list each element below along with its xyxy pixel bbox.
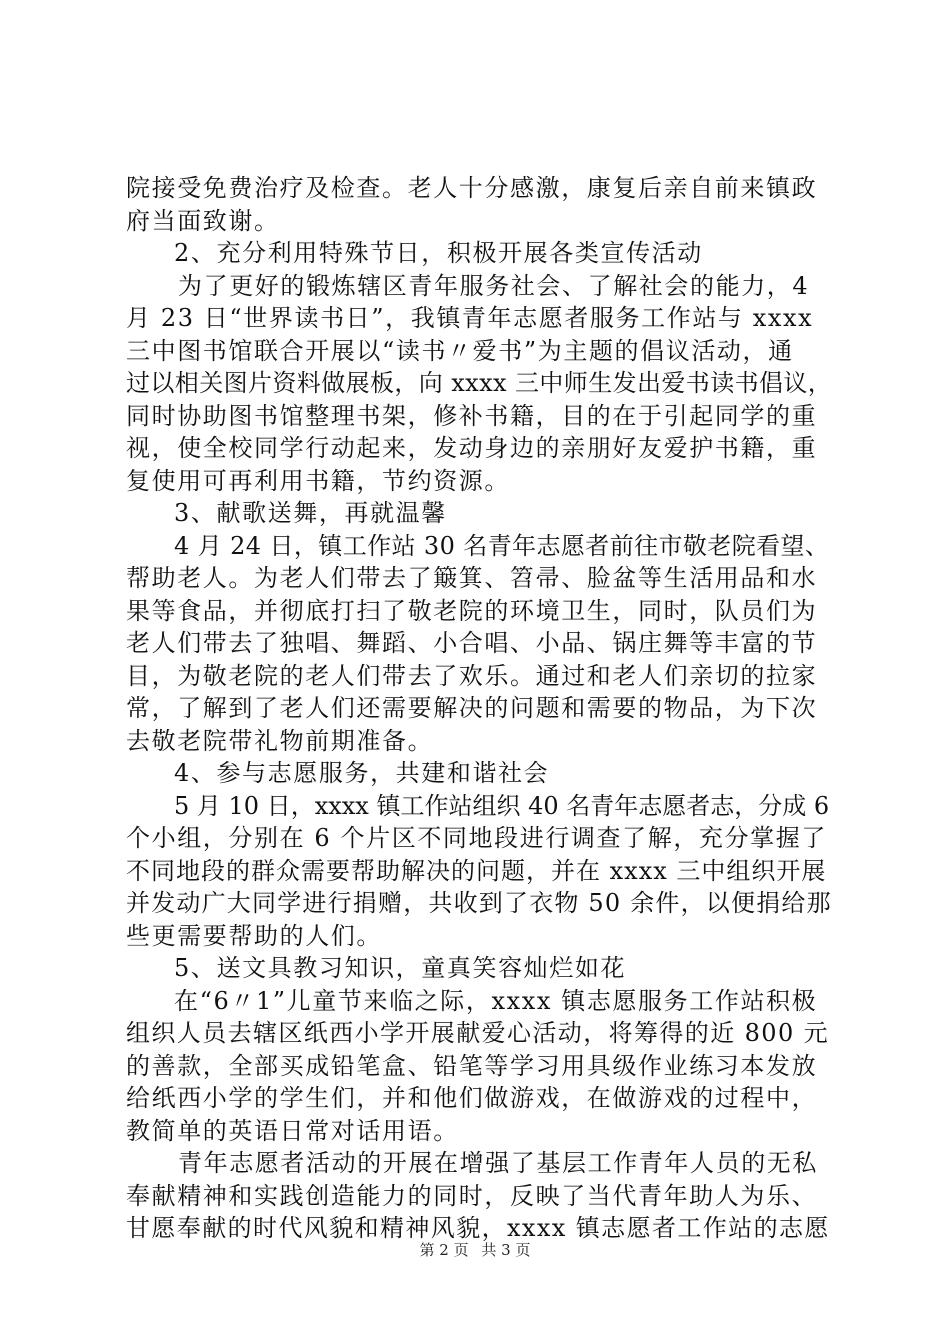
paragraph-line: 果等食品，并彻底打扫了敬老院的环境卫生，同时，队员们为: [126, 596, 818, 625]
paragraph-line: 复使用可再利用书籍，节约资源。: [126, 466, 510, 495]
section-heading: 3、献歌送舞，再就温馨: [174, 499, 447, 527]
paragraph-line: 5 月 10 日，xxxx 镇工作站组织 40 名青年志愿者志，分成 6: [174, 791, 830, 820]
section-heading: 4、参与志愿服务，共建和谐社会: [174, 759, 550, 787]
paragraph-line: 并发动广大同学进行捐赠，共收到了衣物 50 余件，以便捐给那: [126, 889, 832, 917]
paragraph-line: 帮助老人。为老人们带去了簸箕、笤帚、脸盆等生活用品和水: [126, 564, 818, 592]
paragraph-line: 不同地段的群众需要帮助解决的问题，并在 xxxx 三中组织开展: [126, 856, 827, 885]
paragraph-line: 同时协助图书馆整理书架，修补书籍，目的在于引起同学的重: [126, 401, 818, 430]
paragraph-line: 院接受免费治疗及检查。老人十分感激，康复后亲自前来镇政: [126, 174, 818, 202]
paragraph-line: 为了更好的锻炼辖区青年服务社会、了解社会的能力，4: [178, 271, 810, 300]
document-body: [126, 172, 832, 1245]
paragraph-line: 三中图书馆联合开展以“读书〃爱书”为主题的倡议活动，通: [126, 336, 794, 365]
paragraph-line: 的善款，全部买成铅笔盒、铅笔等学习用具级作业练习本发放: [126, 1051, 818, 1080]
paragraph-line: 组织人员去辖区纸西小学开展献爱心活动，将筹得的近 800 元: [126, 1019, 830, 1047]
paragraph-line: 去敬老院带礼物前期准备。: [126, 726, 434, 755]
section-heading: 2、充分利用特殊节日，积极开展各类宣传活动: [174, 239, 703, 267]
paragraph-line: 月 23 日“世界读书日”，我镇青年志愿者服务工作站与 xxxx: [126, 304, 814, 332]
paragraph-line: 个小组，分别在 6 个片区不同地段进行调查了解，充分掌握了: [126, 824, 827, 852]
paragraph-line: 在“6〃1”儿童节来临之际，xxxx 镇志愿服务工作站积极: [174, 986, 818, 1015]
paragraph-line: 过以相关图片资料做展板，向 xxxx 三中师生发出爱书读书倡议，: [126, 369, 833, 397]
paragraph-line: 目，为敬老院的老人们带去了欢乐。通过和老人们亲切的拉家: [126, 661, 818, 690]
paragraph-line: 甘愿奉献的时代风貌和精神风貌，xxxx 镇志愿者工作站的志愿: [126, 1214, 830, 1242]
page-total: 共 3 页: [481, 1241, 531, 1259]
paragraph-line: 4 月 24 日，镇工作站 30 名青年志愿者前往市敬老院看望、: [174, 531, 830, 560]
page-footer: [0, 1240, 950, 1260]
paragraph-line: 给纸西小学的学生们，并和他们做游戏，在做游戏的过程中，: [126, 1084, 818, 1112]
paragraph-line: 青年志愿者活动的开展在增强了基层工作青年人员的无私: [178, 1149, 818, 1177]
paragraph-line: 府当面致谢。: [126, 206, 280, 235]
paragraph-line: 老人们带去了独唱、舞蹈、小合唱、小品、锅庄舞等丰富的节: [126, 629, 818, 657]
paragraph-line: 教简单的英语日常对话用语。: [126, 1116, 459, 1145]
section-heading: 5、送文具教习知识，童真笑容灿烂如花: [174, 954, 627, 982]
paragraph-line: 视，使全校同学行动起来，发动身边的亲朋好友爱护书籍，重: [126, 434, 818, 462]
paragraph-line: 奉献精神和实践创造能力的同时，反映了当代青年助人为乐、: [126, 1181, 818, 1210]
page-number: 第 2 页: [419, 1241, 469, 1259]
paragraph-line: 常，了解到了老人们还需要解决的问题和需要的物品，为下次: [126, 694, 818, 722]
paragraph-line: 些更需要帮助的人们。: [126, 921, 382, 950]
